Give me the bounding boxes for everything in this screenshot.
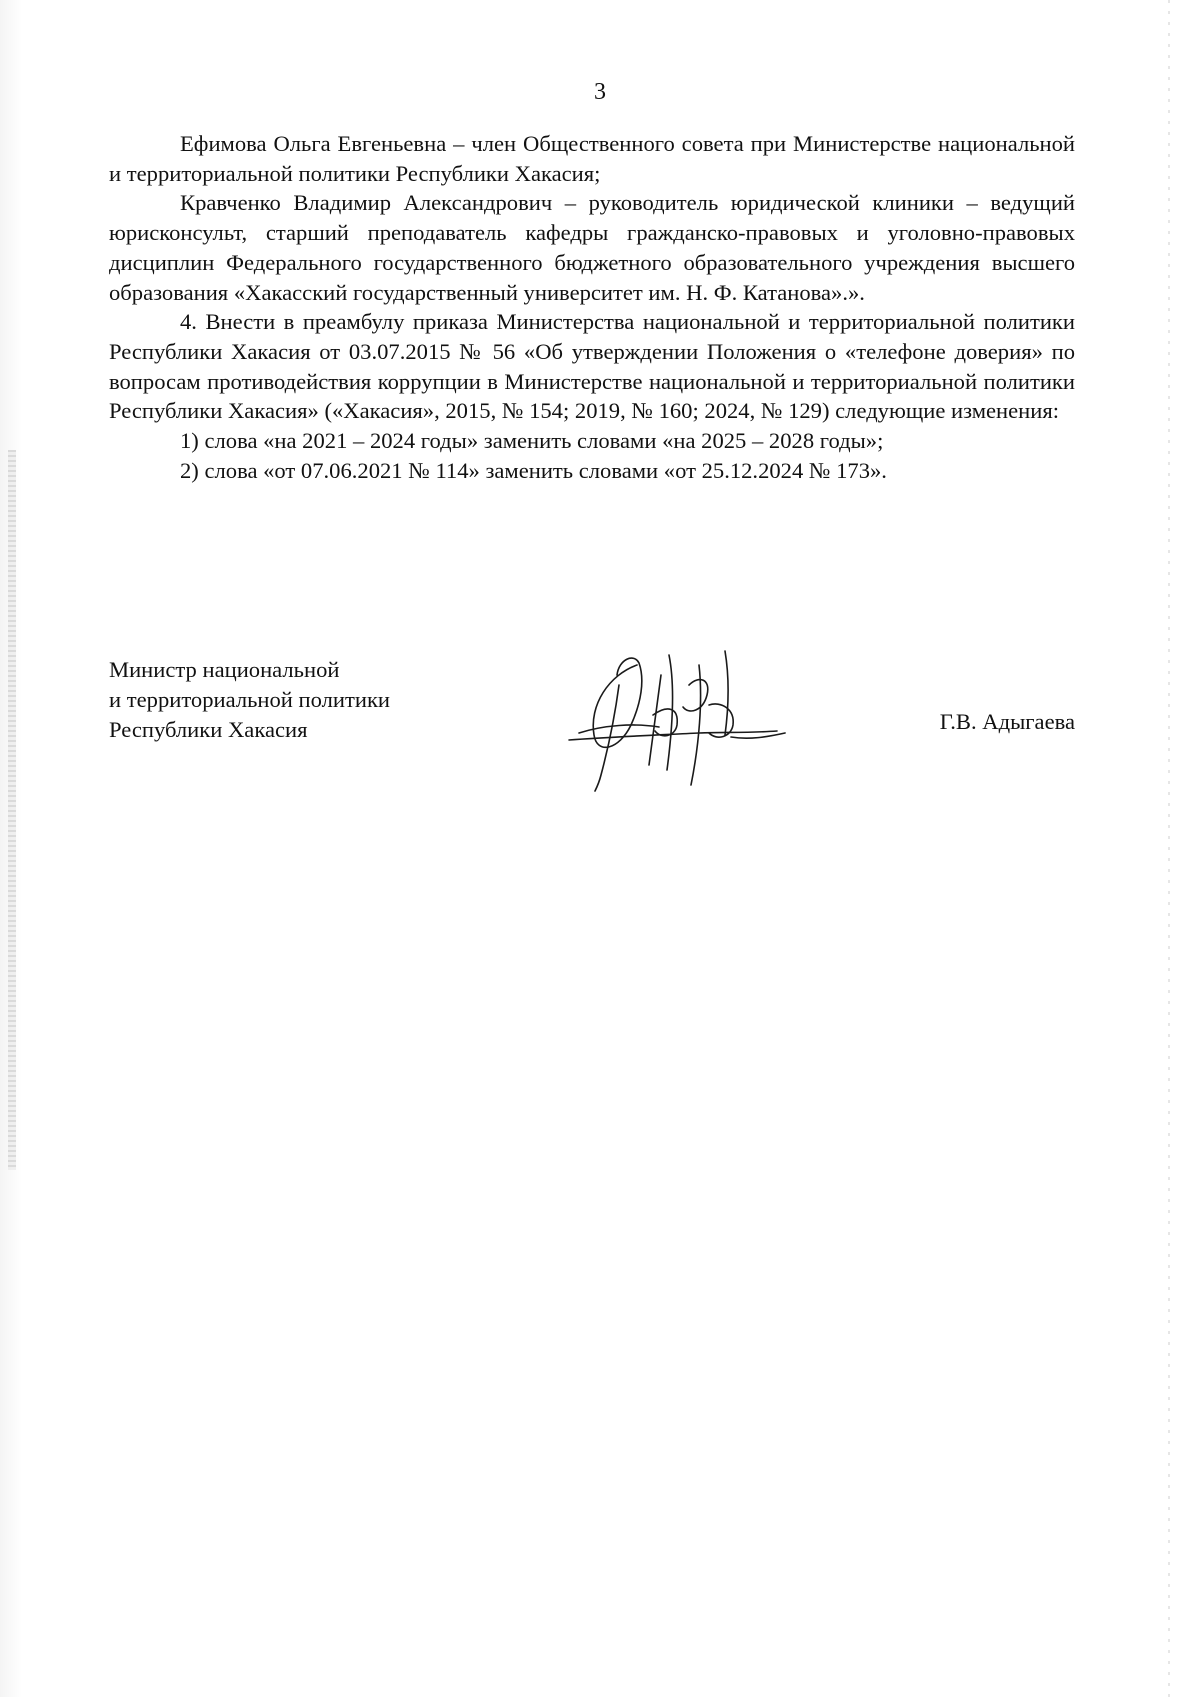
signatory-title-line: и территориальной политики xyxy=(109,687,391,712)
paragraph-item-4: 4. Внести в преамбулу приказа Министерства национальной и территориальной политики Республики Хакасия от 03.07.2015 № 56 «Об утверждении Положения о «телефоне доверия» по вопросам противодействия коррупции в Министерстве национальной и территориальной политики Республики Хакасия» («Хакасия», 2015, № 154; 2019, № 160; 2024, № 129) следующие изменения: xyxy=(109,309,1075,424)
document-body xyxy=(109,129,1075,485)
paragraph-efimova: Ефимова Ольга Евгеньевна – член Общественного совета при Министерстве национальной и территориальной политики Республики Хакасия; xyxy=(109,131,1075,186)
signatory-title-line: Министр национальной xyxy=(109,657,340,682)
signatory-name: Г.В. Адыгаева xyxy=(939,709,1075,734)
signatory-title xyxy=(109,655,390,745)
paragraph-subitem-1: 1) слова «на 2021 – 2024 годы» заменить словами «на 2025 – 2028 годы»; xyxy=(180,428,884,454)
page-number: 3 xyxy=(594,79,606,105)
signatory-title-line: Республики Хакасия xyxy=(109,717,308,742)
scan-artifact-stripe xyxy=(8,450,16,1170)
handwritten-signature xyxy=(549,645,809,795)
scan-edge-right xyxy=(1168,0,1170,1697)
paragraph-kravchenko: Кравченко Владимир Александрович – руководитель юридической клиники – ведущий юрисконсульт, старший преподаватель кафедры гражданско-правовых и уголовно-правовых дисциплин Федерального государственного бюджетного образовательного учреждения высшего образования «Хакасский государственный университет им. Н. Ф. Катанова».». xyxy=(109,190,1075,305)
signature-block xyxy=(109,655,1075,815)
paragraph-subitem-2: 2) слова «от 07.06.2021 № 114» заменить словами «от 25.12.2024 № 173». xyxy=(180,457,887,483)
